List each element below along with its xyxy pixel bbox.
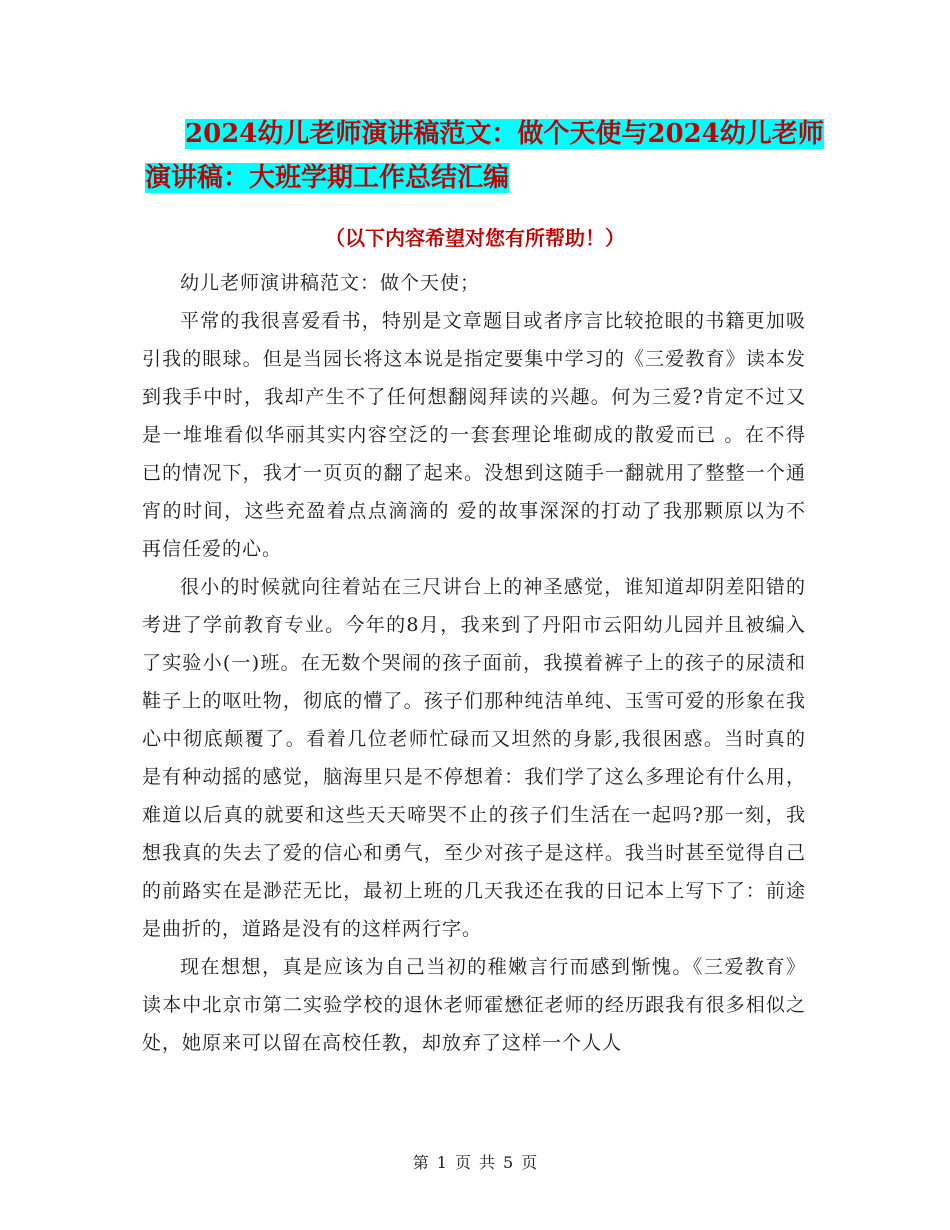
paragraph-1: 幼儿老师演讲稿范文：做个天使； [180, 272, 481, 294]
paragraph-4: 现在想想，真是应该为自己当初的稚嫩言行而感到惭愧。《三爱教育》读本中北京市第二实验学校的退休老师霍懋征老师的经历跟我有很多相似之处，她原来可以留在高校任教，却放弃了这样一个人人 [142, 956, 806, 1054]
footer-prefix: 第 [412, 1153, 429, 1172]
title-line-2: 演讲稿：大班学期工作总结汇编 [145, 163, 510, 193]
footer-current-page: 1 [436, 1153, 447, 1172]
paragraph-2: 平常的我很喜爱看书，特别是文章题目或者序言比较抢眼的书籍更加吸引我的眼球。但是当园长将这本说是指定要集中学习的《三爱教育》读本发到我手中时，我却产生不了任何想翻阅拜读的兴趣。何为三爱?肯定不过又是一堆堆看似华丽其实内容空泛的一套套理论堆砌成的散爱而已 。在不得已的情况下，我才一页页的翻了起来。没想到这随手一翻就用了整整一个通宵的时间，这些充盈着点点滴滴的 爱的故事深深的打动了我那颗原以为不再信任爱的心。 [142, 310, 806, 560]
footer-total-pages: 5 [503, 1153, 514, 1172]
document-title [140, 112, 824, 200]
title-line-1: 2024幼儿老师演讲稿范文：做个天使与2024幼儿老师 [185, 119, 824, 149]
footer-page-word: 页 [454, 1153, 471, 1172]
document-body [142, 264, 806, 1062]
footer-suffix: 页 [521, 1153, 538, 1172]
page-footer [0, 1152, 950, 1174]
footer-total-word: 共 [479, 1153, 496, 1172]
document-subtitle: （以下内容希望对您有所帮助！） [325, 226, 625, 250]
paragraph-3: 很小的时候就向往着站在三尺讲台上的神圣感觉，谁知道却阴差阳错的考进了学前教育专业。今年的8月，我来到了丹阳市云阳幼儿园并且被编入了实验小(一)班。在无数个哭闹的孩子面前，我摸着裤子上的孩子的尿渍和鞋子上的呕吐物，彻底的懵了。孩子们那种纯洁单纯、玉雪可爱的形象在我心中彻底颠覆了。看着几位老师忙碌而又坦然的身影,我很困惑。当时真的是有种动摇的感觉，脑海里只是不停想着：我们学了这么多理论有什么用，难道以后真的就要和这些天天啼哭不止的孩子们生活在一起吗?那一刻，我想我真的失去了爱的信心和勇气，至少对孩子是这样。我当时甚至觉得自己的前路实在是渺茫无比，最初上班的几天我还在我的日记本上写下了：前途是曲折的，道路是没有的这样两行字。 [142, 576, 806, 940]
